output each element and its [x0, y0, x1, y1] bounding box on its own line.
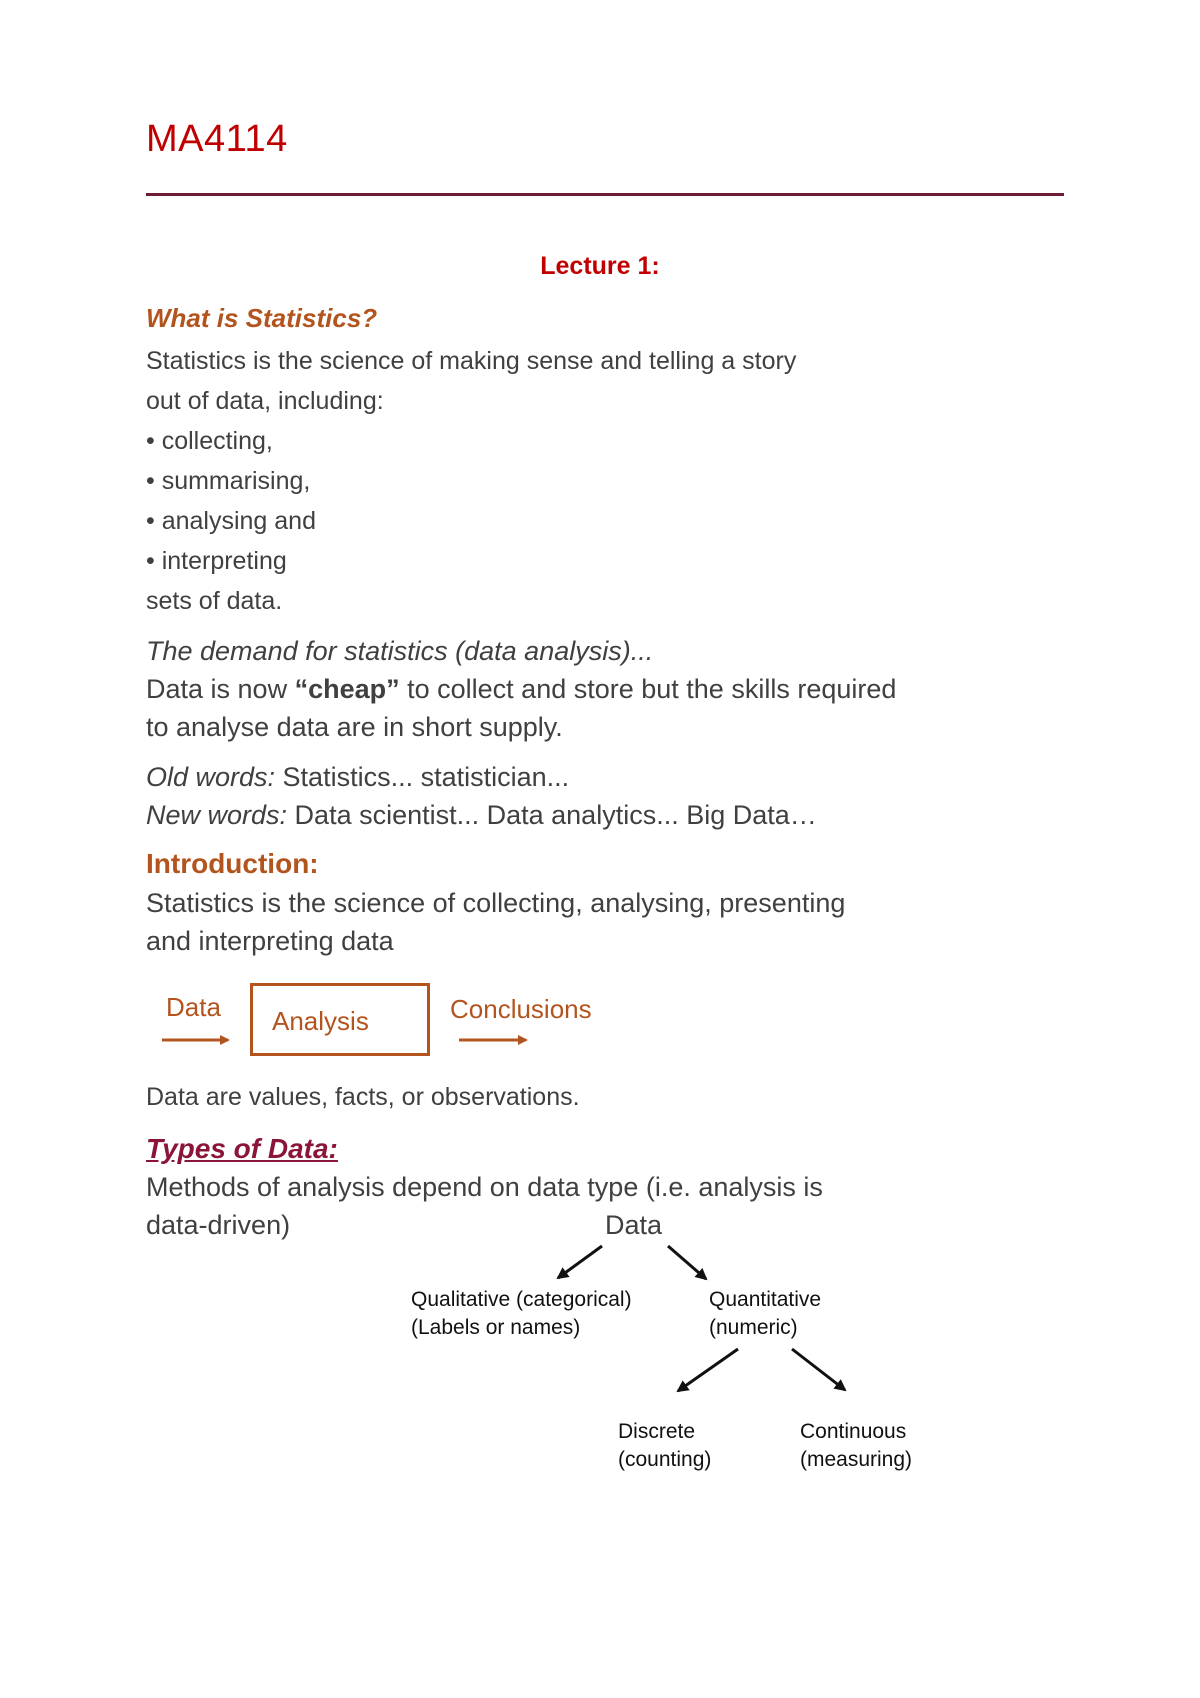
continuous-label: Continuous [800, 1420, 907, 1443]
continuous-sublabel: (measuring) [800, 1448, 913, 1471]
tree-arrow-quantitative [668, 1246, 706, 1279]
tree-arrow-discrete [678, 1349, 738, 1391]
flow-input-label: Data [166, 992, 221, 1022]
lecture-title: Lecture 1: [540, 252, 660, 280]
flow-process-label: Analysis [272, 1006, 369, 1036]
introduction-heading: Introduction: [146, 848, 319, 879]
course-code: MA4114 [146, 118, 288, 160]
tree-arrow-continuous [792, 1349, 845, 1390]
tree-arrow-qualitative [558, 1246, 602, 1278]
types-line-1: Methods of analysis depend on data type (i.e. analysis is [146, 1172, 823, 1202]
introduction-line-2: and interpreting data [146, 926, 394, 956]
bullet-interpreting: • interpreting [146, 547, 287, 575]
discrete-label: Discrete [618, 1420, 696, 1443]
qualitative-label: Qualitative (categorical) [411, 1288, 632, 1311]
tree-root-label: Data [605, 1210, 663, 1240]
flow-output-label: Conclusions [450, 994, 592, 1024]
old-words-label: Old words: [146, 762, 276, 792]
statistics-intro-line-2: out of data, including: [146, 387, 384, 415]
types-of-data-heading: Types of Data: [146, 1133, 338, 1164]
old-words-text: Statistics... statistician... [275, 762, 570, 792]
bullet-analysing: • analysing and [146, 507, 316, 535]
demand-line-2: to analyse data are in short supply. [146, 712, 563, 742]
demand-line-1-start: Data is now [146, 674, 295, 704]
new-words-text: Data scientist... Data analytics... Big Data… [287, 800, 817, 830]
demand-line-1-end: to collect and store but the skills required [399, 674, 897, 704]
types-line-2: data-driven) [146, 1210, 291, 1240]
quantitative-sublabel: (numeric) [709, 1316, 798, 1339]
what-is-statistics-heading: What is Statistics? [146, 303, 378, 333]
qualitative-sublabel: (Labels or names) [411, 1316, 581, 1339]
demand-heading: The demand for statistics (data analysis)... [146, 636, 654, 666]
statistics-closing: sets of data. [146, 587, 283, 615]
discrete-sublabel: (counting) [618, 1448, 712, 1471]
cheap-emphasis: “cheap” [294, 674, 400, 704]
bullet-summarising: • summarising, [146, 467, 311, 495]
statistics-intro-line-1: Statistics is the science of making sense and telling a story [146, 347, 797, 375]
quantitative-label: Quantitative [709, 1288, 822, 1311]
new-words-label: New words: [146, 800, 288, 830]
bullet-collecting: • collecting, [146, 427, 273, 455]
data-definition: Data are values, facts, or observations. [146, 1083, 580, 1111]
introduction-line-1: Statistics is the science of collecting, analysing, presenting [146, 888, 846, 918]
